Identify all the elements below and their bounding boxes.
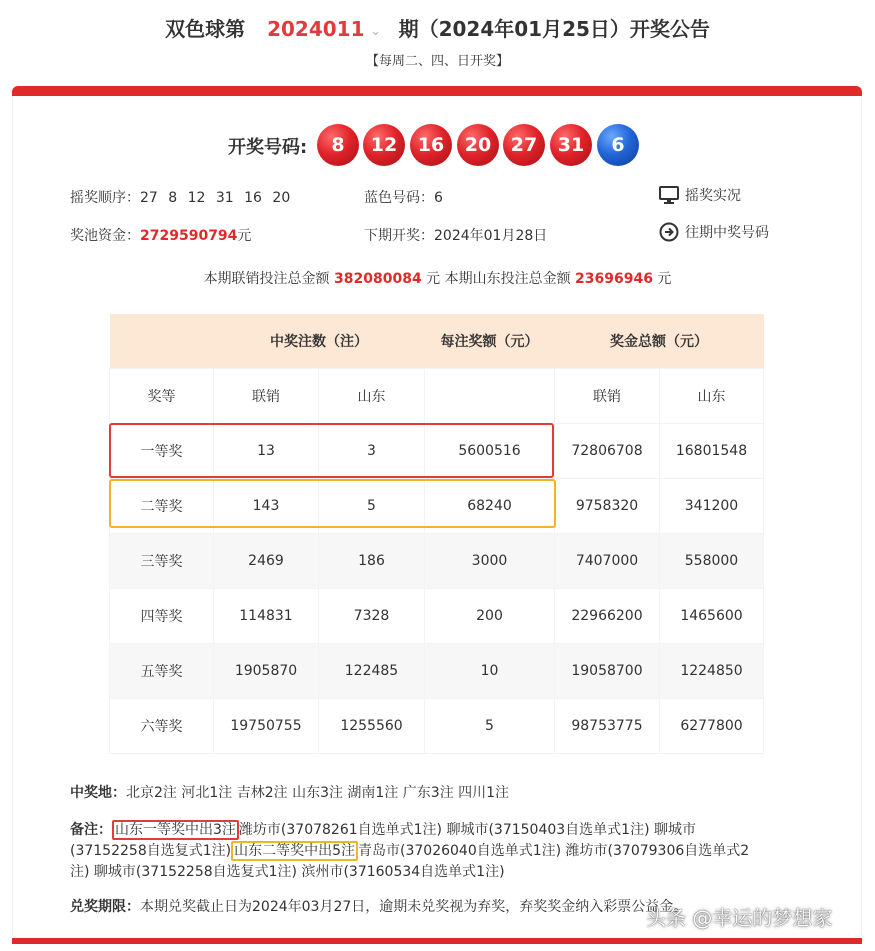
remark-text-1: 潍坊市(37078261自选单式1注) 聊城市(37150403自选单式1注) 聊城市	[238, 822, 696, 838]
subheader-joint-total: 联销	[555, 369, 660, 424]
prize-level: 三等奖	[110, 534, 214, 589]
title-prefix: 双色球第	[165, 17, 246, 41]
locations-label: 中奖地：	[70, 785, 126, 801]
locations-value: 北京2注 河北1注 吉林2注 山东3注 湖南1注 广东3注 四川1注	[126, 785, 510, 801]
table-row	[110, 699, 764, 754]
total-joint: 19058700	[555, 644, 660, 699]
prize-level: 四等奖	[110, 589, 214, 644]
chevron-down-icon[interactable]: ⌄	[370, 23, 381, 38]
per-prize: 3000	[425, 534, 555, 589]
deadline-value: 本期兑奖截止日为2024年03月27日，逾期未兑奖视为弃奖，弃奖奖金纳入彩票公益金。	[140, 899, 688, 915]
sales-summary	[0, 268, 875, 288]
remark-highlight-first: 山东一等奖中出3注	[112, 820, 239, 840]
per-prize: 200	[425, 589, 555, 644]
prize-pool-unit: 元	[237, 228, 252, 244]
count-joint: 2469	[214, 534, 319, 589]
history-label[interactable]: 往期中奖号码	[685, 225, 769, 241]
per-prize: 5600516	[425, 424, 555, 479]
prize-pool-value: 2729590794	[140, 228, 238, 244]
table-row	[110, 479, 764, 534]
draw-order	[70, 187, 290, 207]
red-ball-5: 27	[503, 124, 545, 166]
remarks	[70, 820, 790, 883]
prize-level: 一等奖	[110, 424, 214, 479]
per-prize: 5	[425, 699, 555, 754]
deadline-label: 兑奖期限：	[70, 899, 140, 915]
live-draw-label[interactable]: 摇奖实况	[685, 188, 741, 204]
count-joint: 1905870	[214, 644, 319, 699]
total-joint: 9758320	[555, 479, 660, 534]
total-joint: 72806708	[555, 424, 660, 479]
red-ball-3: 16	[410, 124, 452, 166]
joint-sales-amount: 382080084	[334, 271, 422, 287]
count-joint: 19750755	[214, 699, 319, 754]
count-sd: 186	[319, 534, 425, 589]
prize-pool	[70, 225, 251, 245]
summary-text-1: 本期联销投注总金额	[203, 271, 335, 287]
remark-text-3: 青岛市(37026040自选单式1注) 潍坊市(37079306自选单式2	[358, 843, 750, 859]
blue-number	[364, 187, 443, 207]
remark-text-4: 注) 聊城市(37152258自选复式1注) 滨州市(37160534自选单式1注)	[70, 864, 505, 880]
draw-order-value: 27 8 12 31 16 20	[140, 190, 291, 206]
total-sd: 1465600	[660, 589, 764, 644]
next-draw-label: 下期开奖：	[364, 228, 434, 244]
subheader-level: 奖等	[110, 369, 214, 424]
red-ball-6: 31	[550, 124, 592, 166]
prize-level: 五等奖	[110, 644, 214, 699]
per-prize: 68240	[425, 479, 555, 534]
red-ball-1: 8	[317, 124, 359, 166]
blue-ball: 6	[597, 124, 639, 166]
count-joint: 114831	[214, 589, 319, 644]
summary-text-3: 元	[652, 271, 672, 287]
table-row	[110, 534, 764, 589]
red-ball-4: 20	[457, 124, 499, 166]
live-draw-link[interactable]	[659, 185, 741, 205]
total-joint: 98753775	[555, 699, 660, 754]
count-joint: 143	[214, 479, 319, 534]
remarks-label: 备注：	[70, 822, 112, 838]
count-sd: 5	[319, 479, 425, 534]
total-sd: 341200	[660, 479, 764, 534]
arrow-circle-icon	[659, 222, 679, 242]
remark-highlight-second: 山东二等奖中出5注	[231, 841, 358, 861]
total-joint: 7407000	[555, 534, 660, 589]
remark-text-2: (37152258自选复式1注)	[70, 843, 232, 859]
next-draw-value: 2024年01月28日	[434, 228, 548, 244]
count-sd: 3	[319, 424, 425, 479]
count-sd: 122485	[319, 644, 425, 699]
table-row	[110, 644, 764, 699]
monitor-icon	[659, 186, 679, 204]
draw-order-label: 摇奖顺序：	[70, 190, 140, 206]
next-draw	[364, 225, 547, 245]
issue-select[interactable]: 2024011	[267, 17, 365, 41]
header-per-prize: 每注奖额（元）	[425, 314, 555, 369]
count-sd: 7328	[319, 589, 425, 644]
blue-number-value: 6	[434, 190, 443, 206]
red-ball-2: 12	[363, 124, 405, 166]
winning-locations	[70, 783, 509, 804]
winning-numbers-label: 开奖号码:	[228, 137, 308, 158]
total-sd: 6277800	[660, 699, 764, 754]
prize-level: 二等奖	[110, 479, 214, 534]
subheader-sd-count: 山东	[319, 369, 425, 424]
header-winner-count: 中奖注数（注）	[214, 314, 425, 369]
header-cell-empty	[110, 314, 214, 369]
subheader-sd-total: 山东	[660, 369, 764, 424]
draw-schedule: 【每周二、四、日开奖】	[365, 54, 509, 69]
total-sd: 558000	[660, 534, 764, 589]
watermark: 头条 @幸运的梦想家	[646, 906, 833, 930]
subheader-joint-count: 联销	[214, 369, 319, 424]
total-sd: 1224850	[660, 644, 764, 699]
per-prize: 10	[425, 644, 555, 699]
prize-level: 六等奖	[110, 699, 214, 754]
count-joint: 13	[214, 424, 319, 479]
prize-table	[109, 314, 764, 754]
table-group-header	[110, 314, 764, 369]
prize-pool-label: 奖池资金：	[70, 228, 140, 244]
shandong-sales-amount: 23696946	[575, 271, 653, 287]
total-sd: 16801548	[660, 424, 764, 479]
page-title	[0, 12, 875, 46]
blue-number-label: 蓝色号码：	[364, 190, 434, 206]
total-joint: 22966200	[555, 589, 660, 644]
table-sub-header	[110, 369, 764, 424]
table-row	[110, 424, 764, 479]
title-suffix: 期（2024年01月25日）开奖公告	[398, 17, 710, 41]
summary-text-2: 元 本期山东投注总金额	[421, 271, 576, 287]
header-total-prize: 奖金总额（元）	[555, 314, 764, 369]
table-row	[110, 589, 764, 644]
subheader-per	[425, 369, 555, 424]
count-sd: 1255560	[319, 699, 425, 754]
history-link[interactable]	[659, 222, 769, 242]
panel-bottom-bar	[12, 938, 862, 944]
